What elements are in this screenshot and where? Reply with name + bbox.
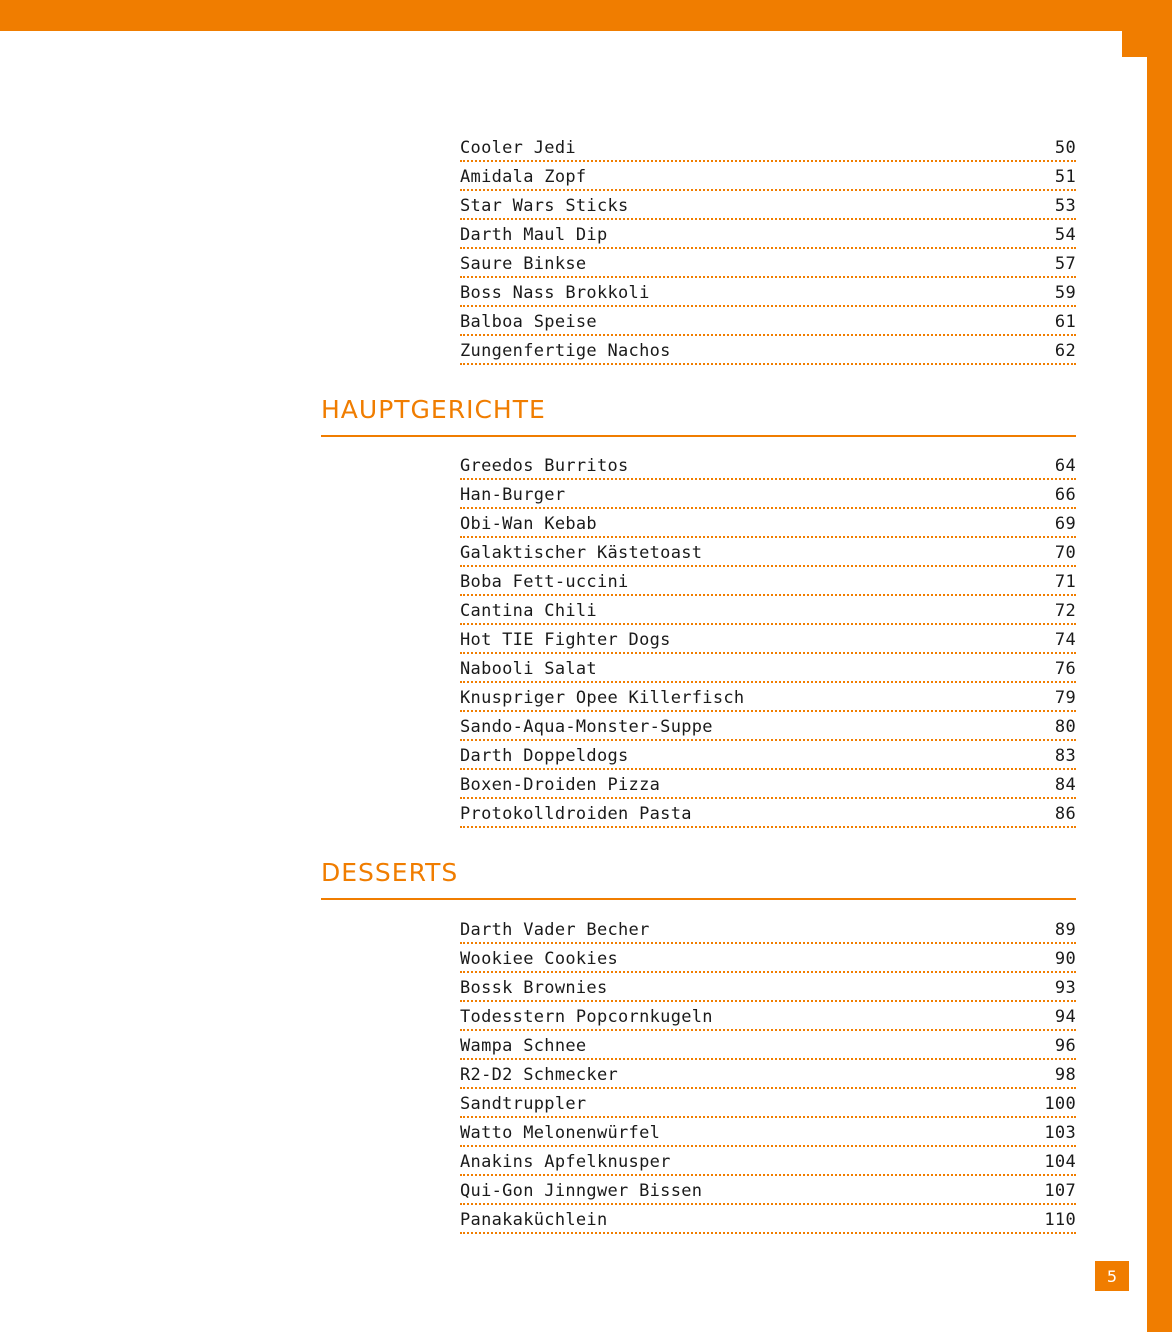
entry-list-starters: [460, 133, 1076, 365]
entry-page: 89: [1054, 920, 1076, 940]
entry-name: Nabooli Salat: [460, 659, 597, 679]
entry-name: Wookiee Cookies: [460, 949, 619, 969]
entry-page: 90: [1054, 949, 1076, 969]
entry-name: Anakins Apfelknusper: [460, 1152, 671, 1172]
entry-page: 79: [1054, 688, 1076, 708]
toc-entry[interactable]: [460, 683, 1076, 712]
entry-page: 61: [1054, 312, 1076, 332]
entry-name: Sandtruppler: [460, 1094, 587, 1114]
entry-name: Panakaküchlein: [460, 1210, 608, 1230]
entry-page: 80: [1054, 717, 1076, 737]
entry-name: Zungenfertige Nachos: [460, 341, 671, 361]
toc-entry[interactable]: [460, 1118, 1076, 1147]
entry-page: 66: [1054, 485, 1076, 505]
entry-page: 104: [1044, 1152, 1076, 1172]
entry-page: 64: [1054, 456, 1076, 476]
entry-page: 74: [1054, 630, 1076, 650]
toc-entry[interactable]: [460, 1176, 1076, 1205]
toc-entry[interactable]: [460, 1147, 1076, 1176]
entry-list-desserts: [460, 915, 1076, 1234]
toc-entry[interactable]: [460, 220, 1076, 249]
toc-entry[interactable]: [460, 944, 1076, 973]
entry-name: Obi-Wan Kebab: [460, 514, 597, 534]
toc-entry[interactable]: [460, 654, 1076, 683]
entry-page: 50: [1054, 138, 1076, 158]
entry-page: 53: [1054, 196, 1076, 216]
entry-name: Wampa Schnee: [460, 1036, 587, 1056]
toc-entry[interactable]: [460, 799, 1076, 828]
toc-entry[interactable]: [460, 625, 1076, 654]
entry-name: Knuspriger Opee Killerfisch: [460, 688, 745, 708]
entry-name: Cantina Chili: [460, 601, 597, 621]
right-accent-bar: [1147, 0, 1172, 1332]
entry-page: 54: [1054, 225, 1076, 245]
entry-name: Han-Burger: [460, 485, 566, 505]
entry-page: 96: [1054, 1036, 1076, 1056]
toc-entry[interactable]: [460, 133, 1076, 162]
entry-name: Galaktischer Kästetoast: [460, 543, 703, 563]
toc-entry[interactable]: [460, 741, 1076, 770]
entry-page: 59: [1054, 283, 1076, 303]
entry-page: 76: [1054, 659, 1076, 679]
entry-name: Saure Binkse: [460, 254, 587, 274]
section-title-hauptgerichte: HAUPTGERICHTE: [321, 395, 1076, 437]
entry-page: 84: [1054, 775, 1076, 795]
entry-page: 93: [1054, 978, 1076, 998]
entry-page: 110: [1044, 1210, 1076, 1230]
toc-entry[interactable]: [460, 1060, 1076, 1089]
entry-name: R2-D2 Schmecker: [460, 1065, 619, 1085]
entry-name: Boss Nass Brokkoli: [460, 283, 650, 303]
toc-entry[interactable]: [460, 567, 1076, 596]
toc-entry[interactable]: [460, 249, 1076, 278]
entry-name: Hot TIE Fighter Dogs: [460, 630, 671, 650]
entry-name: Qui-Gon Jinngwer Bissen: [460, 1181, 703, 1201]
entry-name: Darth Vader Becher: [460, 920, 650, 940]
entry-page: 86: [1054, 804, 1076, 824]
toc-entry[interactable]: [460, 451, 1076, 480]
toc-entry[interactable]: [460, 1002, 1076, 1031]
entry-name: Protokolldroiden Pasta: [460, 804, 692, 824]
entry-page: 83: [1054, 746, 1076, 766]
entry-name: Greedos Burritos: [460, 456, 629, 476]
toc-entry[interactable]: [460, 973, 1076, 1002]
entry-name: Sando-Aqua-Monster-Suppe: [460, 717, 713, 737]
toc-entry[interactable]: [460, 480, 1076, 509]
toc-entry[interactable]: [460, 596, 1076, 625]
entry-name: Darth Maul Dip: [460, 225, 608, 245]
corner-accent-block: [1122, 31, 1147, 57]
entry-name: Star Wars Sticks: [460, 196, 629, 216]
entry-page: 103: [1044, 1123, 1076, 1143]
entry-list-hauptgerichte: [460, 451, 1076, 828]
entry-page: 100: [1044, 1094, 1076, 1114]
entry-page: 70: [1054, 543, 1076, 563]
entry-page: 98: [1054, 1065, 1076, 1085]
entry-name: Bossk Brownies: [460, 978, 608, 998]
section-title-desserts: DESSERTS: [321, 858, 1076, 900]
toc-entry[interactable]: [460, 191, 1076, 220]
entry-name: Cooler Jedi: [460, 138, 576, 158]
entry-name: Boxen-Droiden Pizza: [460, 775, 661, 795]
entry-name: Balboa Speise: [460, 312, 597, 332]
toc-entry[interactable]: [460, 1031, 1076, 1060]
toc-entry[interactable]: [460, 162, 1076, 191]
toc-entry[interactable]: [460, 538, 1076, 567]
entry-page: 62: [1054, 341, 1076, 361]
toc-entry[interactable]: [460, 915, 1076, 944]
entry-page: 51: [1054, 167, 1076, 187]
entry-page: 94: [1054, 1007, 1076, 1027]
entry-name: Darth Doppeldogs: [460, 746, 629, 766]
page-number-badge: 5: [1095, 1261, 1129, 1291]
toc-entry[interactable]: [460, 1089, 1076, 1118]
entry-page: 107: [1044, 1181, 1076, 1201]
entry-name: Watto Melonenwürfel: [460, 1123, 661, 1143]
entry-name: Boba Fett-uccini: [460, 572, 629, 592]
toc-entry[interactable]: [460, 509, 1076, 538]
toc-entry[interactable]: [460, 770, 1076, 799]
entry-name: Todesstern Popcornkugeln: [460, 1007, 713, 1027]
entry-page: 71: [1054, 572, 1076, 592]
toc-entry[interactable]: [460, 336, 1076, 365]
toc-entry[interactable]: [460, 307, 1076, 336]
entry-page: 72: [1054, 601, 1076, 621]
entry-page: 57: [1054, 254, 1076, 274]
toc-entry[interactable]: [460, 278, 1076, 307]
toc-entry[interactable]: [460, 712, 1076, 741]
top-accent-bar: [0, 0, 1172, 31]
entry-page: 69: [1054, 514, 1076, 534]
entry-name: Amidala Zopf: [460, 167, 587, 187]
toc-entry[interactable]: [460, 1205, 1076, 1234]
